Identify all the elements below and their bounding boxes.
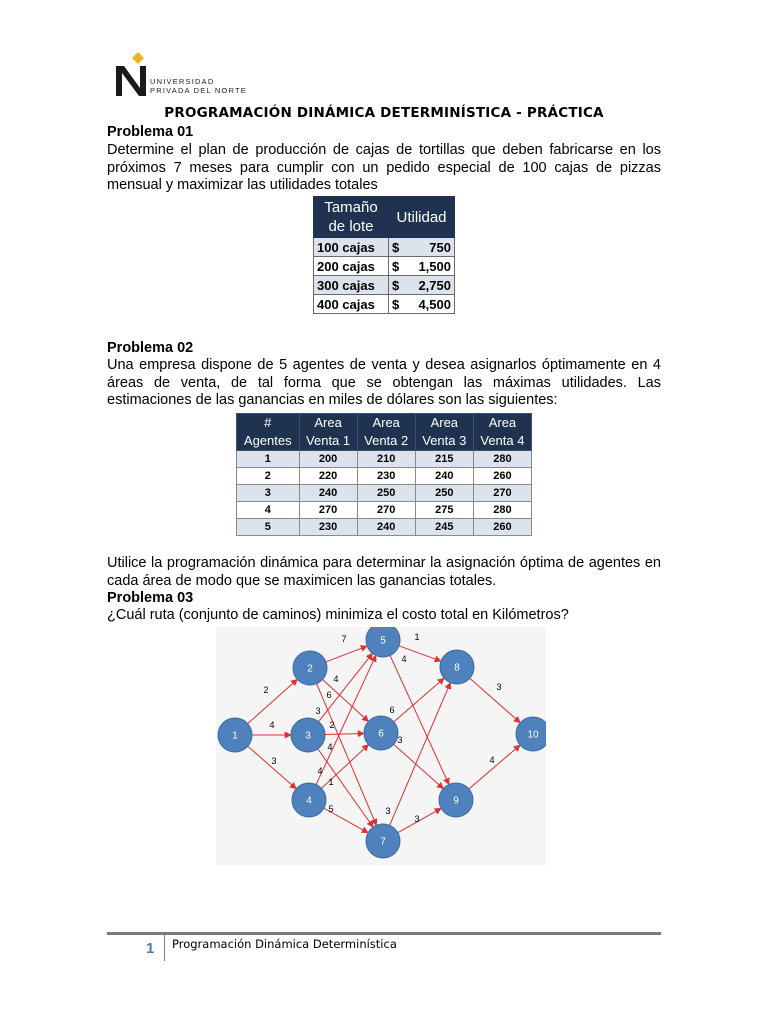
table-cell: 240 [357, 519, 415, 536]
table-cell: 210 [357, 451, 415, 468]
table-cell: 215 [415, 451, 473, 468]
logo-line-2: PRIVADA DEL NORTE [150, 85, 247, 95]
table-row [237, 519, 532, 536]
col-header-line1: Area [488, 415, 517, 430]
table-row [237, 468, 532, 485]
agents-table [236, 413, 532, 536]
table-row [314, 238, 455, 257]
table-cell: 275 [415, 502, 473, 519]
currency-symbol: $ [392, 277, 400, 293]
lot-size-cell: 200 cajas [314, 257, 389, 276]
edge-weight-label: 7 [341, 634, 347, 644]
node-label: 6 [378, 728, 384, 740]
node-label: 1 [232, 730, 238, 742]
footer-title: Programación Dinámica Determinística [172, 937, 397, 951]
edge-weight-label: 3 [397, 735, 403, 745]
upn-logo-icon [112, 50, 152, 100]
table-cell: 1 [237, 451, 300, 468]
table-cell: 3 [237, 485, 300, 502]
profit-value: 750 [429, 239, 451, 255]
route-network-diagram [216, 627, 546, 865]
table-cell: 4 [237, 502, 300, 519]
col-header-line2: Agentes [243, 433, 292, 448]
table-cell: 230 [299, 519, 357, 536]
table-cell: 240 [415, 468, 473, 485]
lot-size-cell: 300 cajas [314, 276, 389, 295]
table-row [237, 451, 532, 468]
col-header [237, 414, 300, 451]
footer-separator [164, 935, 165, 961]
edge-9-10 [469, 745, 520, 789]
table-cell: 2 [237, 468, 300, 485]
edge-weight-label: 2 [263, 685, 269, 695]
profit-cell [389, 257, 455, 276]
edge-weight-label: 6 [389, 705, 395, 715]
document-title: PROGRAMACIÓN DINÁMICA DETERMINÍSTICA - PRÁCTICA [164, 105, 604, 121]
logo-text [150, 78, 247, 95]
node-label: 3 [305, 730, 311, 742]
col-header-line2: Venta 1 [306, 433, 351, 448]
currency-symbol: $ [392, 258, 400, 274]
edge-weight-label: 6 [326, 690, 332, 700]
edge-weight-label: 4 [327, 742, 333, 752]
edge-weight-label: 4 [333, 674, 339, 684]
footer-rule [107, 932, 661, 935]
edge-weight-label: 1 [328, 777, 334, 787]
problem-2-instruction: Utilice la programación dinámica para determinar la asignación óptima de agentes en cada área de modo que se maximicen las ganancias totales. [107, 555, 661, 589]
col-header [357, 414, 415, 451]
edge-weight-label: 4 [269, 720, 275, 730]
edge-weight-label: 3 [414, 814, 420, 824]
profit-cell [389, 295, 455, 314]
logo-line-1: UNIVERSIDAD [150, 77, 215, 86]
table-cell: 270 [299, 502, 357, 519]
edge-weight-label: 3 [496, 682, 502, 692]
edge-weight-label: 2 [329, 720, 335, 730]
problem-3-heading: Problema 03 [107, 590, 194, 606]
edge-8-10 [470, 678, 520, 723]
lot-size-cell: 400 cajas [314, 295, 389, 314]
col-header-line1: Area [372, 415, 400, 430]
problem-2-text: Una empresa dispone de 5 agentes de venta y desea asignarlos óptimamente en 4 áreas de venta, de tal forma que se obtengan las máximas utilidades. Las estimaciones de las ganancias en miles de dólares son las siguientes: [107, 357, 661, 408]
page-number: 1 [146, 940, 155, 957]
col-header [299, 414, 357, 451]
node-label: 9 [453, 795, 459, 807]
lot-size-cell: 100 cajas [314, 238, 389, 257]
edge-6-9 [394, 744, 444, 788]
problem-1-heading: Problema 01 [107, 124, 194, 140]
table-row [314, 257, 455, 276]
table-cell: 250 [357, 485, 415, 502]
network-graph [216, 627, 546, 865]
table-cell: 280 [473, 451, 531, 468]
col-header-line2: Venta 2 [364, 433, 409, 448]
edge-5-9 [390, 655, 449, 784]
col-header-line1: # [264, 415, 272, 430]
table-cell: 260 [473, 519, 531, 536]
table-cell: 220 [299, 468, 357, 485]
edge-weight-label: 3 [271, 756, 277, 766]
edge-weight-label: 3 [385, 806, 391, 816]
profit-cell [389, 238, 455, 257]
edge-weight-label: 4 [401, 654, 407, 664]
table-cell: 250 [415, 485, 473, 502]
node-label: 4 [306, 795, 312, 807]
table-cell: 230 [357, 468, 415, 485]
edge-1-4 [248, 746, 296, 789]
table-row [314, 295, 455, 314]
lot-size-table [313, 196, 455, 314]
currency-symbol: $ [392, 296, 400, 312]
problem-1-text: Determine el plan de producción de cajas de tortillas que deben fabricarse en los próximos 7 meses para cumplir con un pedido especial de 100 cajas de pizzas mensual y maximizar las utilidades totales [107, 142, 661, 193]
col-header-line2: Venta 3 [422, 433, 467, 448]
table-cell: 270 [473, 485, 531, 502]
table-cell: 280 [473, 502, 531, 519]
node-label: 2 [307, 663, 313, 675]
profit-value: 2,750 [418, 277, 451, 293]
col-header [415, 414, 473, 451]
profit-cell [389, 276, 455, 295]
table-cell: 260 [473, 468, 531, 485]
edge-weight-label: 5 [328, 804, 334, 814]
edge-2-5 [326, 646, 367, 662]
currency-symbol: $ [392, 239, 400, 255]
problem-2-heading: Problema 02 [107, 340, 194, 356]
profit-value: 1,500 [418, 258, 451, 274]
col-header-lote: Tamaño de lote [314, 197, 389, 238]
edge-1-2 [248, 679, 298, 723]
node-label: 10 [527, 729, 539, 741]
col-header-line2: Venta 4 [480, 433, 525, 448]
col-header-line1: Area [314, 415, 342, 430]
table-cell: 245 [415, 519, 473, 536]
table-cell: 240 [299, 485, 357, 502]
edge-weight-label: 1 [414, 632, 420, 642]
table-cell: 5 [237, 519, 300, 536]
col-header [473, 414, 531, 451]
profit-value: 4,500 [418, 296, 451, 312]
problem-3-text: ¿Cuál ruta (conjunto de caminos) minimiza el costo total en Kilómetros? [107, 607, 569, 623]
edge-weight-label: 4 [489, 755, 495, 765]
table-row [237, 485, 532, 502]
edge-weight-label: 4 [317, 766, 323, 776]
edge-3-7 [318, 749, 373, 827]
node-label: 7 [380, 836, 386, 848]
node-label: 8 [454, 662, 460, 674]
edge-weight-label: 3 [315, 706, 321, 716]
table-cell: 200 [299, 451, 357, 468]
edge-3-6 [325, 733, 364, 734]
col-header-utilidad: Utilidad [389, 197, 455, 238]
table-row [237, 502, 532, 519]
table-cell: 270 [357, 502, 415, 519]
col-header-line1: Area [430, 415, 459, 430]
table-row [314, 276, 455, 295]
node-label: 5 [380, 635, 386, 647]
